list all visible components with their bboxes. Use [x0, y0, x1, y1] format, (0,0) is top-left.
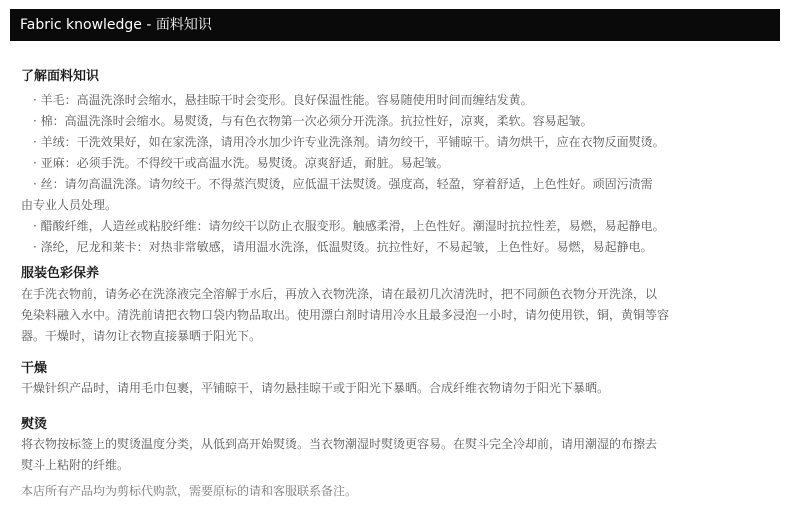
- list-item: [21, 90, 776, 111]
- list-item: [21, 216, 776, 237]
- section-title-fabric: 了解面料知识: [21, 69, 100, 84]
- paragraph-line: 器。干燥时，请勿让衣物直接暴晒于阳光下。: [21, 329, 262, 343]
- paragraph-line: 干燥针织产品时，请用毛巾包裹，平铺晾干，请勿悬挂晾干或于阳光下暴晒。合成纤维衣物请勿于阳光下暴晒。: [21, 381, 610, 395]
- paragraph-line: 熨斗上粘附的纤维。: [21, 458, 130, 472]
- list-item-text: · 涤纶，尼龙和莱卡：对热非常敏感，请用温水洗涤，低温熨烫。抗拉性好，不易起皱，上色性好。易燃，易起静电。: [33, 240, 653, 254]
- list-item: [21, 237, 776, 258]
- page-header: [10, 9, 780, 41]
- section-title-color: 服装色彩保养: [21, 266, 100, 281]
- list-item: [21, 132, 776, 153]
- paragraph-line: 在手洗衣物前，请务必在洗涤液完全溶解于水后，再放入衣物洗涤，请在最初几次清洗时，把不同颜色衣物分开洗涤，以: [21, 287, 658, 301]
- paragraph-line: 将衣物按标签上的熨烫温度分类，从低到高开始熨烫。当衣物潮湿时熨烫更容易。在熨斗完全冷却前，请用潮湿的布擦去: [21, 437, 658, 451]
- section-body-iron: [21, 434, 776, 476]
- header-title: Fabric knowledge - 面料知识: [20, 17, 212, 33]
- paragraph-line: 免染料融入水中。清洗前请把衣物口袋内物品取出。使用漂白剂时请用冷水且最多浸泡一小时，请勿使用铁，铜，黄铜等容: [21, 308, 670, 322]
- list-item-text: · 丝：请勿高温洗涤。请勿绞干。不得蒸汽熨烫，应低温干法熨烫。强度高，轻盈，穿着舒适，上色性好。顽固污渍需: [33, 177, 653, 191]
- list-item-text: · 亚麻：必须手洗。不得绞干或高温水洗。易熨烫。凉爽舒适，耐脏。易起皱。: [33, 156, 449, 170]
- list-item: [21, 153, 776, 174]
- list-item: [21, 111, 776, 132]
- section-title-dry: 干燥: [21, 361, 48, 376]
- section-title-iron: 熨烫: [21, 417, 48, 432]
- footer-note: 本店所有产品均为剪标代购款，需要原标的请和客服联系备注。: [21, 484, 358, 498]
- list-item-text: · 羊毛：高温洗涤时会缩水，悬挂晾干时会变形。良好保温性能。容易随使用时间而缠结发黄。: [33, 93, 533, 107]
- list-item-text: · 醋酸纤维，人造丝或粘胶纤维：请勿绞干以防止衣服变形。触感柔滑，上色性好。潮湿时抗拉性差，易燃，易起静电。: [33, 219, 665, 233]
- list-item-text-cont: 由专业人员处理。: [21, 198, 118, 212]
- list-item: [21, 174, 776, 216]
- section-body-color: [21, 284, 776, 347]
- section-body-dry: [21, 378, 776, 399]
- list-item-text: · 羊绒：干洗效果好，如在家洗涤，请用冷水加少许专业洗涤剂。请勿绞干，平铺晾干。请勿烘干，应在衣物反面熨烫。: [33, 135, 665, 149]
- fabric-list: [21, 90, 776, 258]
- list-item-text: · 棉：高温洗涤时会缩水。易熨烫，与有色衣物第一次必须分开洗涤。抗拉性好，凉爽，柔软。容易起皱。: [33, 114, 593, 128]
